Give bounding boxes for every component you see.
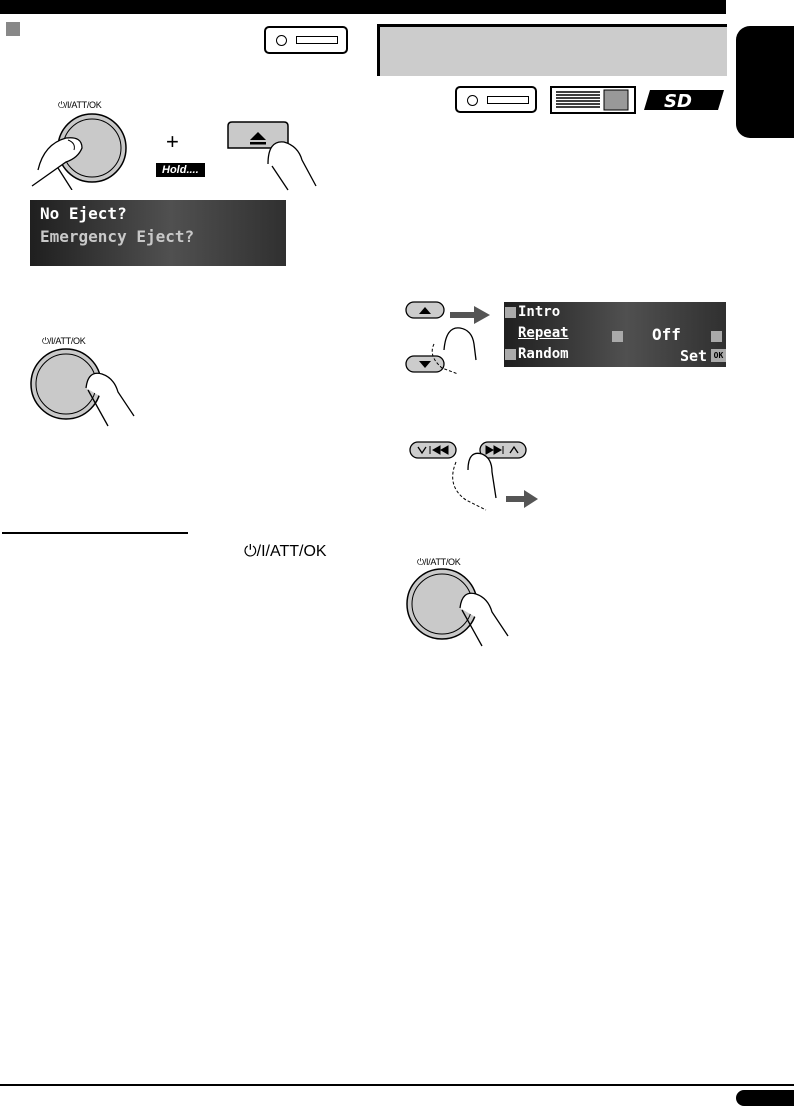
disc-source-icon bbox=[264, 26, 348, 54]
footnote-rule bbox=[2, 532, 188, 534]
prev-track-icon bbox=[612, 331, 623, 342]
up-arrow-icon bbox=[505, 307, 516, 318]
disc-source-icon-2 bbox=[455, 86, 537, 113]
control-knob-icon-2[interactable] bbox=[28, 346, 158, 436]
sd-logo-text: SD bbox=[664, 91, 692, 112]
top-bar bbox=[0, 0, 726, 14]
set-label: Set bbox=[680, 347, 708, 365]
menu-item-intro: Intro bbox=[504, 302, 608, 323]
control-button-label: ⏻/I/ATT/OK bbox=[58, 100, 102, 110]
eject-button-icon[interactable] bbox=[222, 120, 322, 192]
page-number-tab bbox=[736, 1090, 794, 1106]
control-knob-icon-3[interactable] bbox=[404, 566, 524, 650]
settings-display bbox=[504, 302, 726, 367]
note-button-text: ⏻/I/ATT/OK bbox=[244, 543, 327, 560]
prev-next-buttons[interactable] bbox=[406, 438, 546, 518]
next-track-icon bbox=[711, 331, 722, 342]
ok-icon: OK bbox=[711, 349, 726, 362]
control-knob-icon[interactable] bbox=[28, 110, 138, 190]
hold-label: Hold.... bbox=[156, 163, 205, 177]
section-marker bbox=[6, 22, 20, 36]
control-button-label-3: ⏻/I/ATT/OK bbox=[417, 557, 461, 567]
menu-item-repeat: Repeat bbox=[518, 325, 569, 341]
sd-logo-icon bbox=[644, 86, 726, 114]
changer-icon bbox=[550, 86, 636, 114]
up-down-buttons[interactable] bbox=[404, 300, 500, 376]
display-line-2: Emergency Eject? bbox=[40, 227, 195, 246]
language-tab bbox=[736, 26, 794, 138]
eject-display bbox=[30, 200, 286, 266]
menu-item-random: Random bbox=[504, 344, 608, 365]
section-title-box bbox=[377, 24, 727, 76]
down-arrow-icon bbox=[505, 349, 516, 360]
setting-value: Off bbox=[652, 325, 681, 344]
plus-sign: + bbox=[166, 129, 179, 154]
display-line-1: No Eject? bbox=[40, 204, 127, 223]
control-button-label-2: ⏻/I/ATT/OK bbox=[42, 336, 86, 346]
bottom-rule bbox=[0, 1084, 794, 1086]
